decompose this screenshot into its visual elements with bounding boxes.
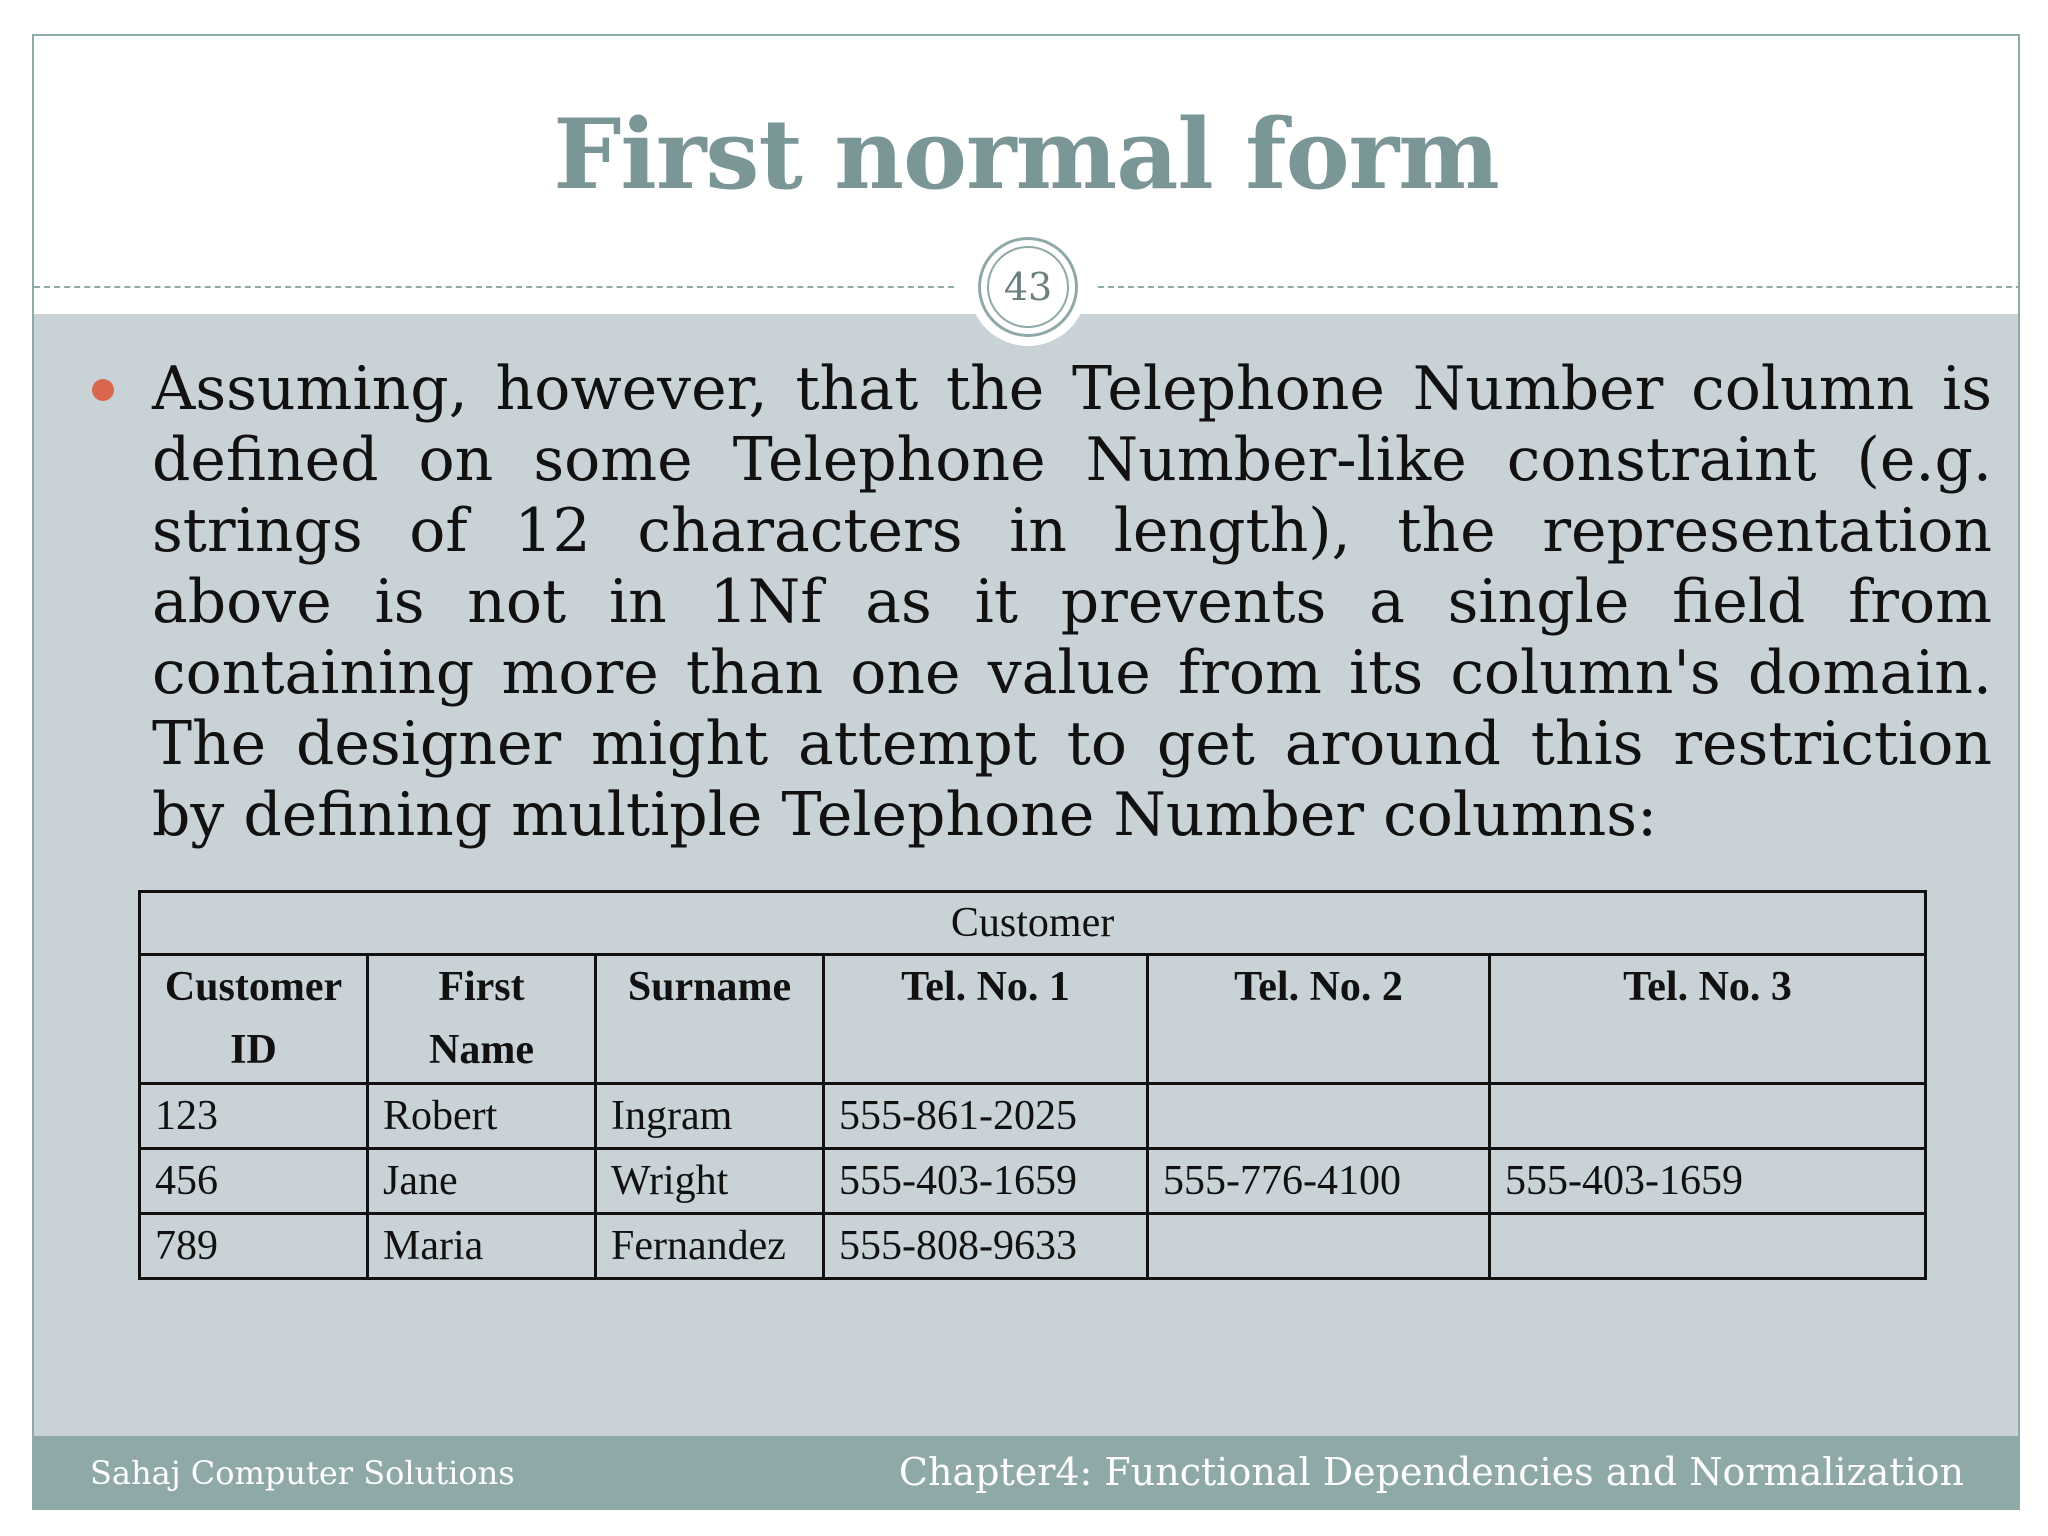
table-caption-row [140, 892, 1926, 955]
slide-title: First normal form [553, 98, 1499, 211]
table-row [140, 1149, 1926, 1214]
table-cell: 555-403-1659 [1490, 1149, 1926, 1214]
column-header: Surname [596, 955, 824, 1084]
table-cell: 555-808-9633 [824, 1214, 1148, 1279]
footer-organization: Sahaj Computer Solutions [90, 1454, 515, 1492]
bullet-paragraph: Assuming, however, that the Telephone Number column is defined on some Telephone Number-like constraint (e.g. strings of 12 characters in length), the representation above is not in 1Nf as it prevents a single field from containing more than one value from its column's domain. The designer might attempt to get around this restriction by defining multiple Telephone Number columns: [152, 354, 1992, 850]
bullet-icon [92, 379, 114, 401]
table-row [140, 1084, 1926, 1149]
column-header: Tel. No. 3 [1490, 955, 1926, 1084]
column-header: Customer ID [140, 955, 368, 1084]
slide [32, 34, 2020, 1510]
table-cell: 555-776-4100 [1148, 1149, 1490, 1214]
table-cell [1148, 1084, 1490, 1149]
page-number: 43 [987, 246, 1069, 328]
table-cell: Jane [368, 1149, 596, 1214]
footer-chapter: Chapter4: Functional Dependencies and Normalization [898, 1450, 1964, 1494]
table-cell: 456 [140, 1149, 368, 1214]
table-cell: 555-403-1659 [824, 1149, 1148, 1214]
table-cell: Maria [368, 1214, 596, 1279]
slide-footer [34, 1436, 2018, 1510]
column-header: First Name [368, 955, 596, 1084]
table-cell: Ingram [596, 1084, 824, 1149]
column-header: Tel. No. 1 [824, 955, 1148, 1084]
table-cell [1148, 1214, 1490, 1279]
table-cell [1490, 1214, 1926, 1279]
table-caption: Customer [140, 892, 1926, 955]
table-cell: Wright [596, 1149, 824, 1214]
table-cell: Fernandez [596, 1214, 824, 1279]
slide-body [34, 314, 2018, 1436]
table-cell: 123 [140, 1084, 368, 1149]
table-cell: Robert [368, 1084, 596, 1149]
table-row [140, 1214, 1926, 1279]
customer-table [138, 890, 1927, 1280]
table-cell: 555-861-2025 [824, 1084, 1148, 1149]
header-divider-right [1098, 286, 2020, 288]
table-cell: 789 [140, 1214, 368, 1279]
header-divider-left [34, 286, 954, 288]
column-header: Tel. No. 2 [1148, 955, 1490, 1084]
table-cell [1490, 1084, 1926, 1149]
table-header-row [140, 955, 1926, 1084]
